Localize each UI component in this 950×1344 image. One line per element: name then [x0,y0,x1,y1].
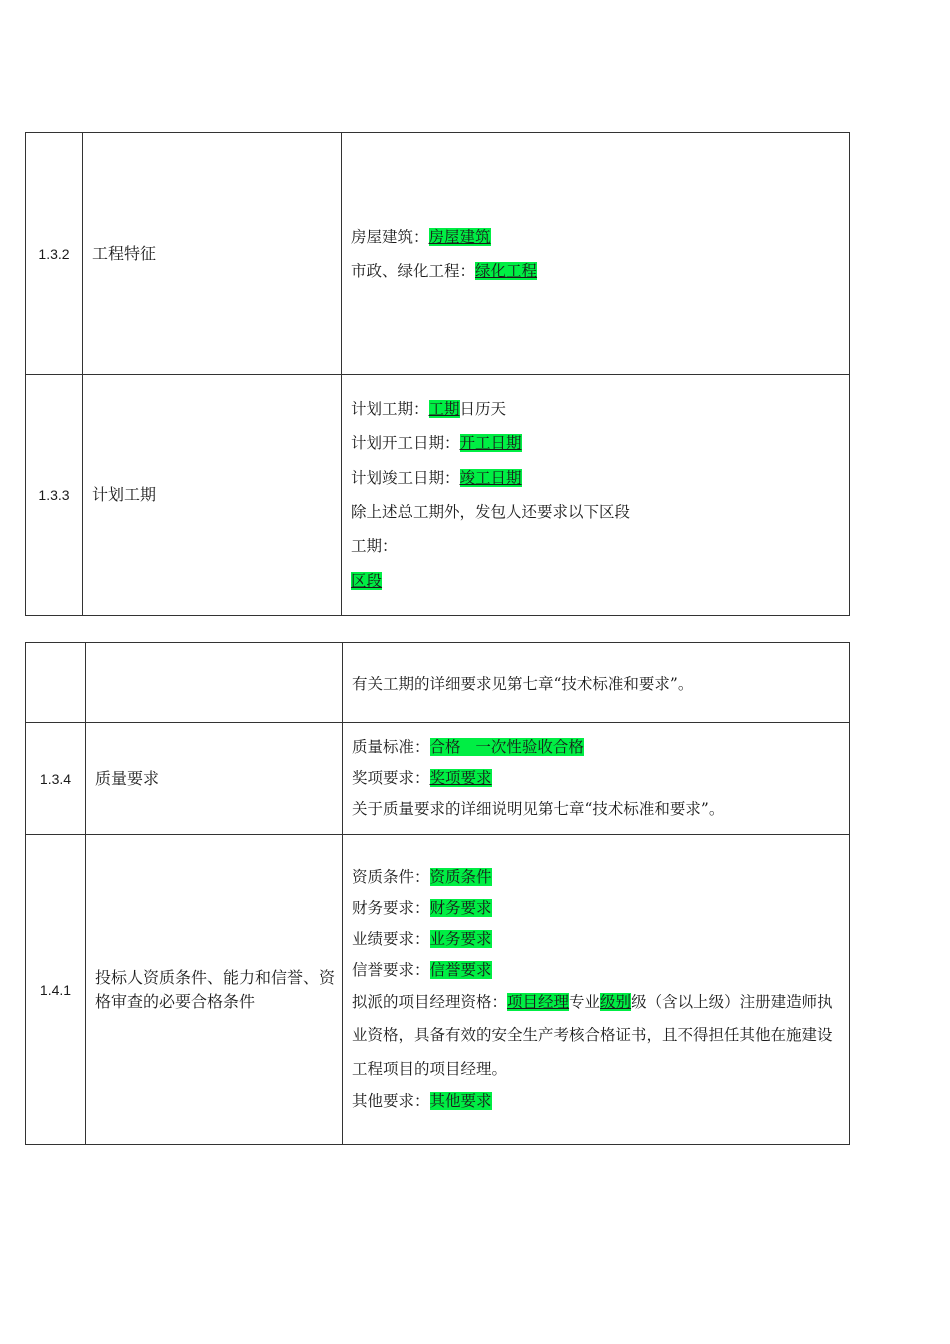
table-row-continuation [26,643,850,723]
field-placeholder[interactable]: 竣工日期 [459,468,522,487]
field-text: 级（含以上级）注册建造师执业资格，具备有效的安全生产考核合格证书，且不得担任其他在施建设工程项目的项目经理。 [352,992,833,1078]
content-line [351,392,843,426]
field-placeholder[interactable]: 级别 [600,992,632,1011]
field-label: 计划竣工日期： [351,468,460,487]
field-placeholder[interactable]: 工期 [428,399,460,418]
clause-title: 计划工期 [83,375,342,616]
field-placeholder[interactable]: 其他要求 [429,1092,492,1111]
field-label: 房屋建筑： [351,227,429,246]
field-label: 资质条件： [352,867,430,886]
field-placeholder[interactable]: 信誉要求 [429,960,492,979]
content-line [351,564,843,598]
field-label: 市政、绿化工程： [351,261,476,280]
clause-title [86,643,343,723]
field-label: 其他要求： [352,1092,430,1111]
content-line [352,862,843,893]
clause-number: 1.4.1 [26,835,86,1145]
field-label: 质量标准： [352,738,430,756]
content-line: 除上述总工期外，发包人还要求以下区段 [351,503,631,521]
table-row-1-3-3 [26,375,850,616]
field-label: 信誉要求： [352,960,430,979]
content-line [352,1086,843,1117]
content-line [351,254,843,288]
clause-number: 1.3.2 [26,133,83,375]
field-placeholder[interactable]: 开工日期 [459,434,522,453]
clause-title: 质量要求 [86,723,343,835]
content-line [352,955,843,986]
field-placeholder[interactable]: 资质条件 [429,867,492,886]
clause-content [342,133,850,375]
content-line [352,732,843,763]
field-placeholder[interactable]: 区段 [351,571,383,590]
field-placeholder[interactable]: 财务要求 [429,898,492,917]
content-line [352,763,843,794]
content-line [352,924,843,955]
field-label: 业绩要求： [352,929,430,948]
content-line: 有关工期的详细要求见第七章“技术标准和要求”。 [352,674,694,693]
clause-content [342,375,850,616]
content-line [351,461,843,495]
field-placeholder[interactable]: 一次性验收合格 [475,738,584,756]
tender-data-table-part2 [25,642,850,1145]
content-line: 工期： [351,537,398,556]
content-line [352,893,843,924]
clause-number: 1.3.4 [26,723,86,835]
field-placeholder[interactable]: 业务要求 [429,929,492,948]
field-placeholder[interactable]: 合格 [429,738,461,756]
field-gap [461,738,476,756]
field-placeholder[interactable]: 房屋建筑 [428,227,491,246]
field-placeholder[interactable]: 绿化工程 [475,261,538,280]
content-line: 关于质量要求的详细说明见第七章“技术标准和要求”。 [352,800,725,818]
content-paragraph [352,986,843,1087]
field-label: 拟派的项目经理资格： [352,992,508,1011]
table-row-1-3-2 [26,133,850,375]
table-row-1-3-4 [26,723,850,835]
content-line [351,220,843,254]
field-label: 奖项要求： [352,769,430,787]
field-suffix: 日历天 [459,399,507,418]
clause-content [343,835,850,1145]
field-label: 财务要求： [352,898,430,917]
clause-number: 1.3.3 [26,375,83,616]
clause-content [343,643,850,723]
field-placeholder[interactable]: 奖项要求 [429,769,492,787]
field-placeholder[interactable]: 项目经理 [507,992,570,1011]
tender-data-table-part1 [25,132,850,616]
table-row-1-4-1 [26,835,850,1145]
clause-content [343,723,850,835]
field-label: 计划开工日期： [351,434,460,453]
field-text: 专业 [569,992,601,1011]
clause-title: 工程特征 [83,133,342,375]
content-line [351,426,843,460]
field-label: 计划工期： [351,399,429,418]
clause-number [26,643,86,723]
clause-title: 投标人资质条件、能力和信誉、资格审查的必要合格条件 [86,835,343,1145]
